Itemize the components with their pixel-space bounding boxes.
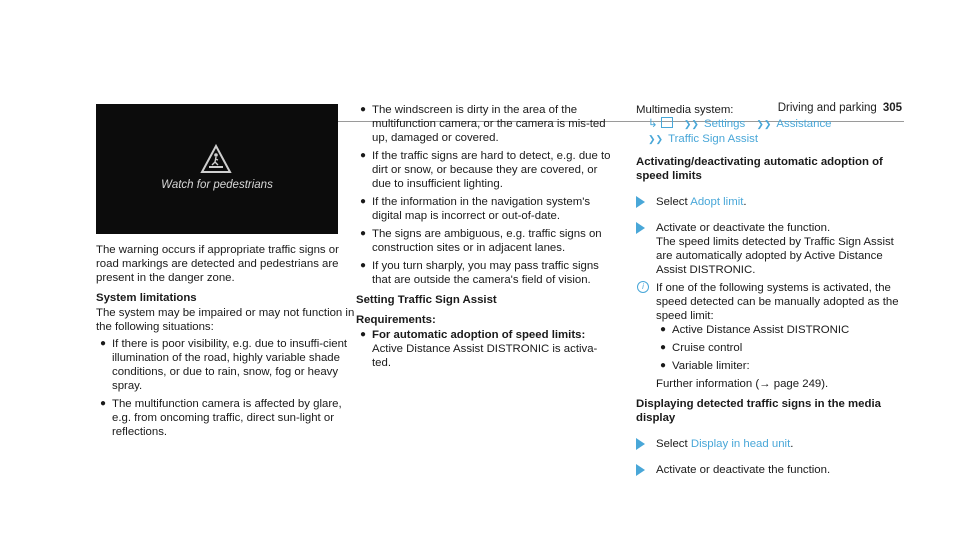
menu-path: ↳ ❯❯ Settings ❯❯ Assistance ❯❯ Traffic Sign Assist	[648, 118, 832, 145]
step-arrow-icon	[636, 438, 645, 450]
display-in-head-unit-link[interactable]: Display in head unit	[690, 438, 791, 450]
column-3	[636, 103, 906, 487]
nav-assistance[interactable]: Assistance	[776, 118, 832, 130]
setting-heading: Setting Traffic Sign Assist	[356, 294, 497, 306]
nav-traffic-sign-assist[interactable]: Traffic Sign Assist	[668, 133, 758, 145]
limits-intro: The system may be impaired or may not function in the following situations:	[96, 307, 355, 333]
column-1	[96, 243, 356, 443]
step-select-adopt: Select Adopt limit.	[636, 195, 906, 209]
list-item: ● If the information in the navigation system's digital map is incorrect or out-of-date.	[360, 196, 591, 222]
list-item: ● If there is poor visibility, e.g. due to insuffi-cient illumination of the road, highly variable shade conditions, or due to rain, snow, fog or heavy spray.	[100, 338, 348, 392]
step-arrow-icon	[636, 196, 645, 208]
list-item: ● The signs are ambiguous, e.g. traffic signs on construction sites or in adjacent lanes.	[360, 228, 602, 254]
limits-list	[96, 337, 356, 439]
page-number: 305	[882, 102, 902, 114]
requirements-list	[356, 328, 616, 370]
limits-list-continued	[356, 103, 616, 287]
step-select-display: Select Display in head unit.	[636, 437, 906, 451]
step-activate-display: Activate or deactivate the function.	[636, 463, 906, 477]
display-screenshot	[96, 104, 338, 234]
list-item: ● The windscreen is dirty in the area of the multifunction camera, or the camera is mis-ted up, damaged or covered.	[360, 104, 606, 144]
step-arrow-icon	[636, 222, 645, 234]
further-info: Further information (→ page 249).	[656, 378, 829, 390]
list-item: ● If you turn sharply, you may pass traffic signs that are outside the camera's field of vision.	[360, 260, 599, 286]
activate-detail: The speed limits detected by Traffic Sign Assist are automatically adopted by Active Distance Assist DISTRONIC.	[656, 236, 894, 276]
chevron-icon: ❯❯	[756, 119, 772, 129]
intro-text: The warning occurs if appropriate traffic signs or road markings are detected and pedestrians are present in the danger zone.	[96, 244, 339, 284]
list-item: ● Active Distance Assist DISTRONIC	[660, 324, 850, 336]
nav-settings[interactable]: Settings	[703, 118, 746, 130]
step-arrow-icon	[636, 464, 645, 476]
chevron-icon: ❯❯	[648, 134, 664, 144]
home-icon[interactable]	[661, 117, 673, 128]
info-note: i If one of the following systems is activated, the speed detected can be manually adopted as the speed limit: ● Active Distance Assist DISTRONIC ● Cruise control ● Variable limiter: Further information (→ page 249).	[636, 281, 906, 391]
pedestrian-warning-icon	[200, 144, 232, 174]
requirements-label: Requirements:	[356, 314, 436, 326]
image-caption: Watch for pedestrians	[161, 179, 273, 191]
chevron-icon: ❯❯	[683, 119, 699, 129]
list-item: ● The multifunction camera is affected by glare, e.g. from oncoming traffic, direct sun-light or reflections.	[100, 398, 342, 438]
list-item: ● Variable limiter:	[660, 360, 750, 372]
adopt-limit-link[interactable]: Adopt limit	[690, 196, 744, 208]
step-activate: Activate or deactivate the function. The speed limits detected by Traffic Sign Assist are automatically adopted by Active Distance Assist DISTRONIC.	[636, 221, 906, 277]
limits-heading: System limitations	[96, 292, 197, 304]
list-item: ● For automatic adoption of speed limits: Active Distance Assist DISTRONIC is activa-ted.	[360, 329, 598, 369]
section-title: Driving and parking	[777, 102, 877, 114]
adopt-heading: Activating/deactivating automatic adoption of speed limits	[636, 156, 883, 182]
info-icon: i	[637, 281, 649, 293]
list-item: ● If the traffic signs are hard to detect, e.g. due to dirt or snow, or because they are covered, or due to insufficient lighting.	[360, 150, 611, 190]
list-item: ● Cruise control	[660, 342, 743, 354]
column-2	[356, 103, 616, 374]
note-list	[656, 323, 906, 373]
display-heading: Displaying detected traffic signs in the media display	[636, 398, 881, 424]
multimedia-label: Multimedia system:	[636, 104, 734, 116]
